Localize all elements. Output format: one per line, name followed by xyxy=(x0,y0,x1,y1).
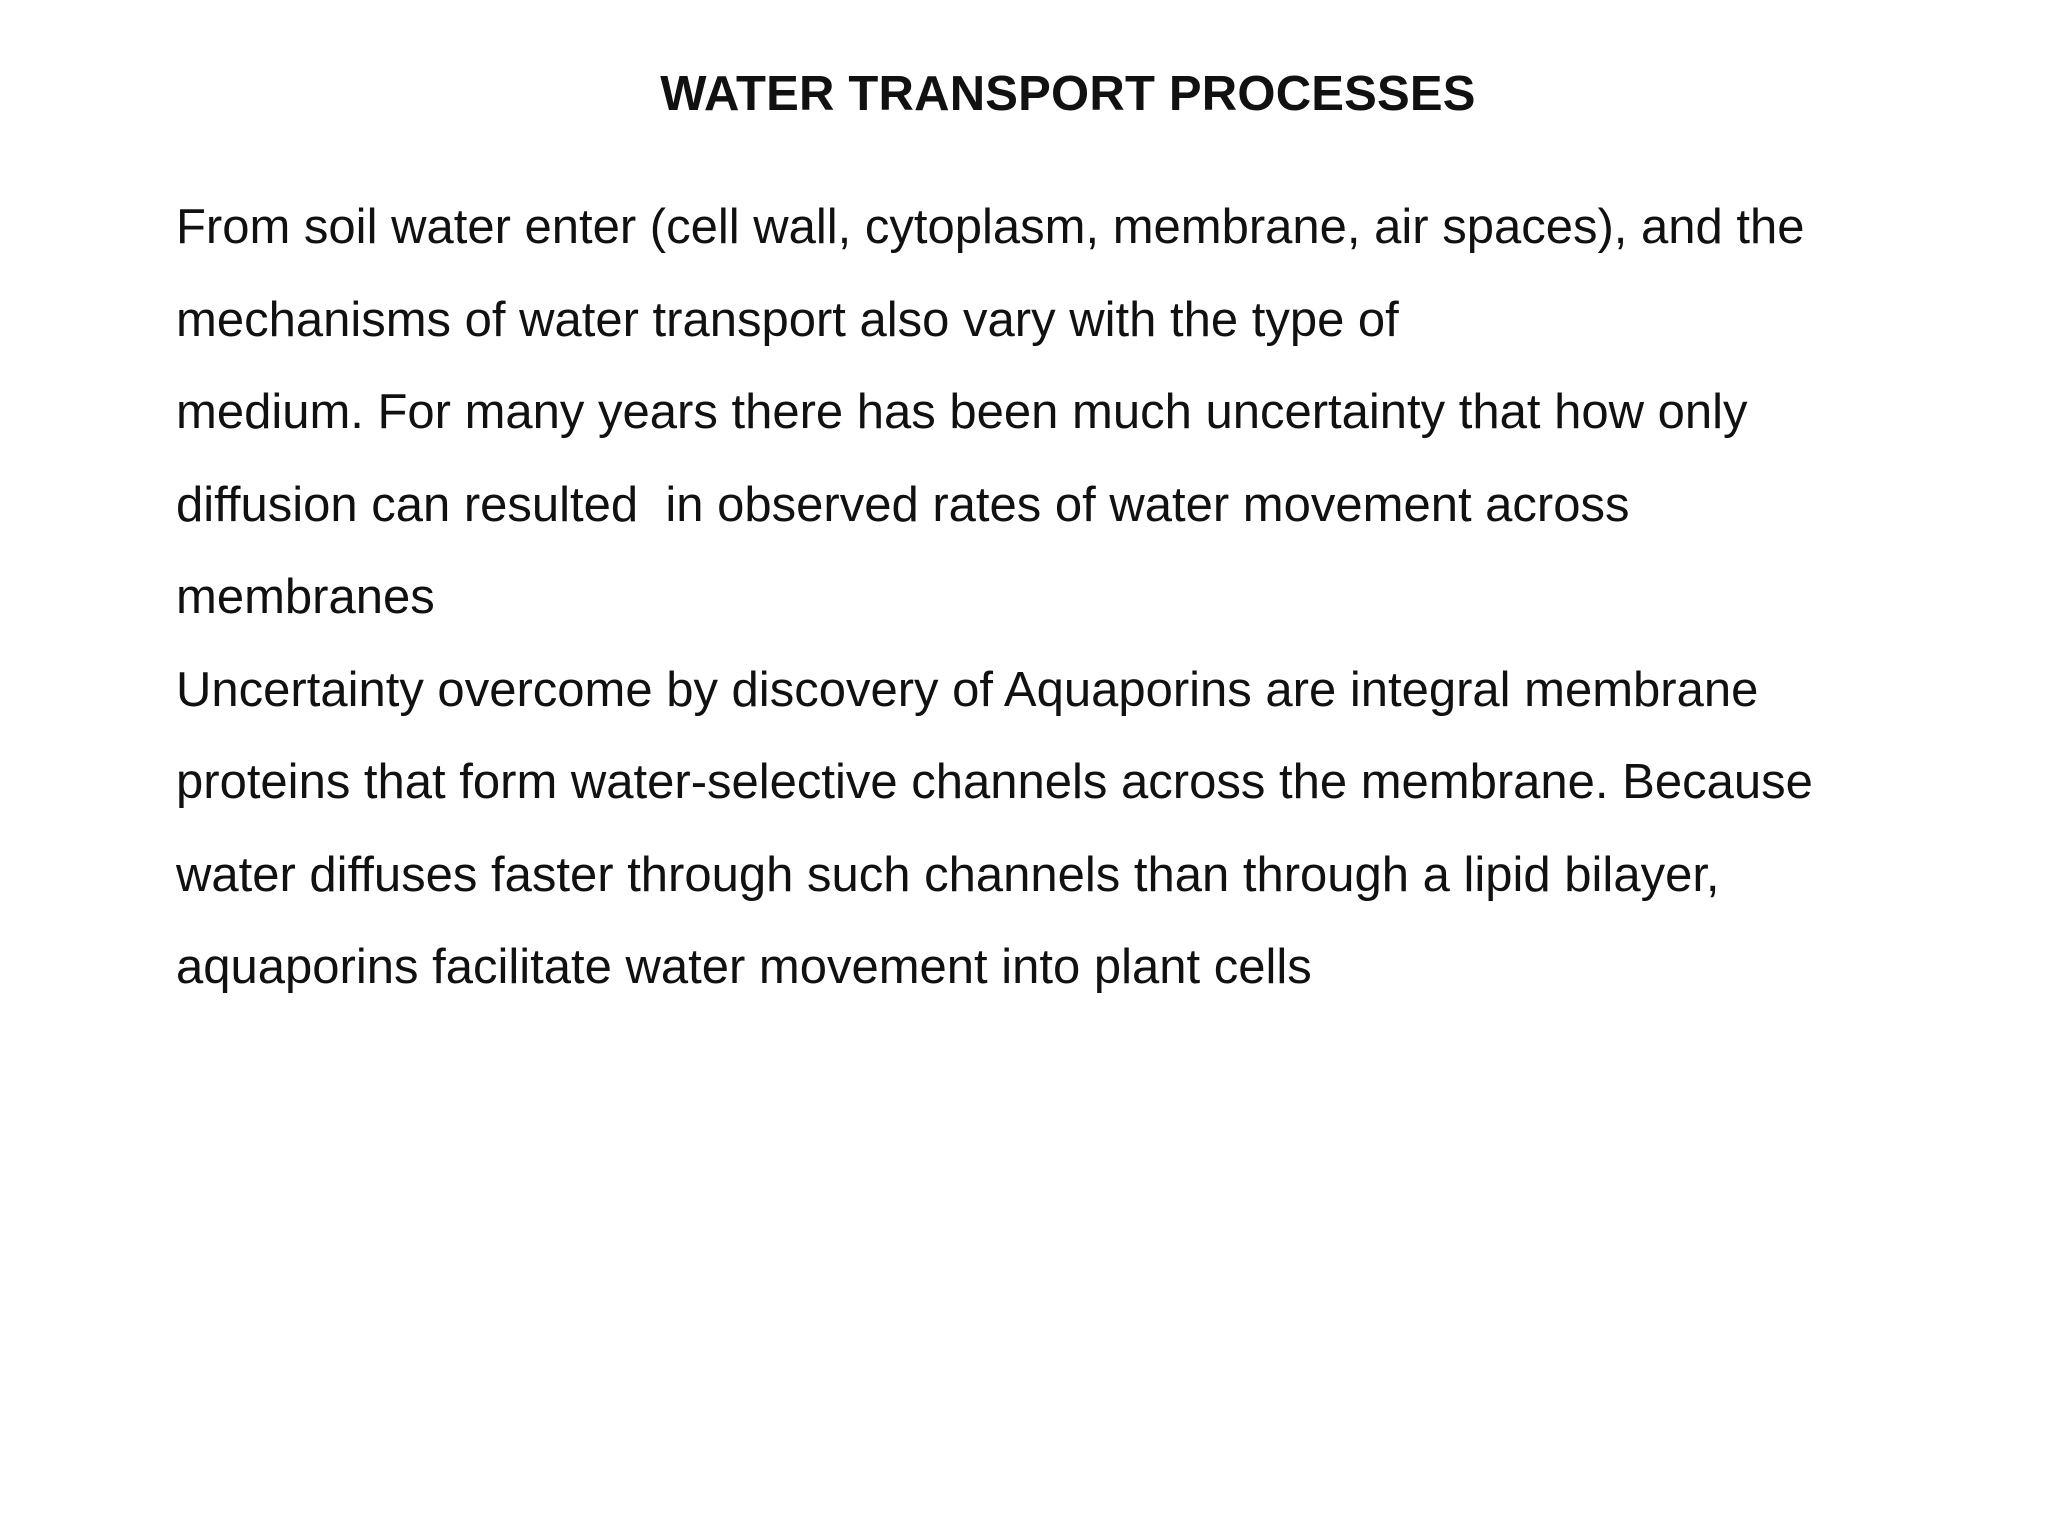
body-line: proteins that form water-selective channels across the membrane. Because xyxy=(176,755,1813,809)
body-line: diffusion can resulted in observed rates of water movement across xyxy=(176,477,1630,532)
body-line: mechanisms of water transport also vary with the type of xyxy=(176,292,1399,347)
slide-body-text xyxy=(176,181,2036,1014)
body-line: medium. For many years there has been much uncertainty that how only xyxy=(176,385,1748,439)
body-line: water diffuses faster through such channels than through a lipid bilayer, xyxy=(176,847,1720,902)
body-line: membranes xyxy=(176,570,435,624)
body-line: Uncertainty overcome by discovery of Aquaporins are integral membrane xyxy=(176,662,1759,717)
body-line: From soil water enter (cell wall, cytoplasm, membrane, air spaces), and the xyxy=(176,200,1805,254)
body-line: aquaporins facilitate water movement into plant cells xyxy=(176,940,1312,994)
slide-title: WATER TRANSPORT PROCESSES xyxy=(660,67,1476,121)
